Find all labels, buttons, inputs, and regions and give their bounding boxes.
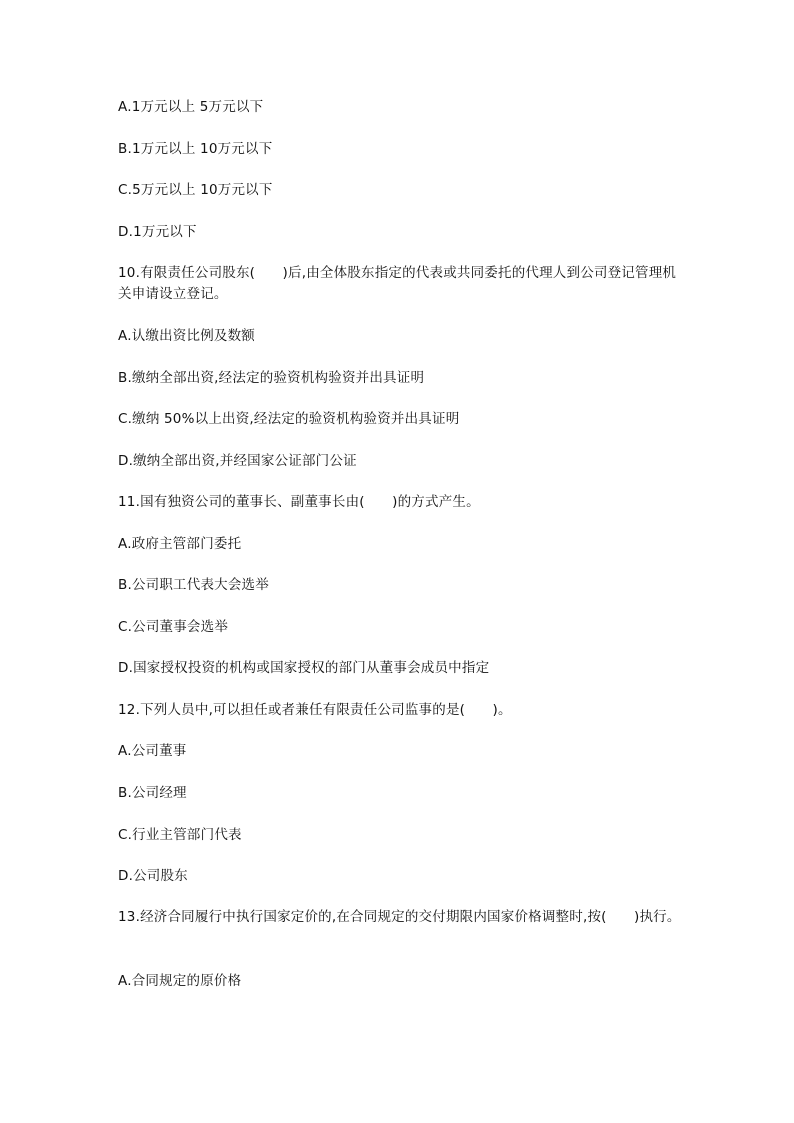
option-c-q11: C.公司董事会选举 (118, 619, 229, 635)
option-c-q9: C.5万元以上 10万元以下 (118, 182, 273, 198)
option-a-q10: A.认缴出资比例及数额 (118, 328, 255, 344)
option-b-q11: B.公司职工代表大会选举 (118, 577, 269, 593)
option-c-q10: C.缴纳 50%以上出资,经法定的验资机构验资并出具证明 (118, 411, 460, 427)
question-11: 11.国有独资公司的董事长、副董事长由( )的方式产生。 (118, 494, 480, 510)
option-d-q11: D.国家授权投资的机构或国家授权的部门从董事会成员中指定 (118, 660, 490, 676)
option-a-q13: A.合同规定的原价格 (118, 973, 242, 989)
option-b-q10: B.缴纳全部出资,经法定的验资机构验资并出具证明 (118, 370, 425, 386)
option-a-q11: A.政府主管部门委托 (118, 536, 242, 552)
question-13: 13.经济合同履行中执行国家定价的,在合同规定的交付期限内国家价格调整时,按( )执行。 (118, 909, 681, 925)
option-b-q9: B.1万元以上 10万元以下 (118, 141, 273, 157)
option-d-q10: D.缴纳全部出资,并经国家公证部门公证 (118, 453, 357, 469)
option-b-q12: B.公司经理 (118, 785, 187, 801)
option-d-q12: D.公司股东 (118, 868, 188, 884)
option-d-q9: D.1万元以下 (118, 224, 197, 240)
option-a-q9: A.1万元以上 5万元以下 (118, 99, 264, 115)
option-c-q12: C.行业主管部门代表 (118, 827, 242, 843)
question-10: 10.有限责任公司股东( )后,由全体股东指定的代表或共同委托的代理人到公司登记管理机关申请设立登记。 (118, 265, 677, 302)
option-a-q12: A.公司董事 (118, 743, 187, 759)
question-12: 12.下列人员中,可以担任或者兼任有限责任公司监事的是( )。 (118, 702, 512, 718)
